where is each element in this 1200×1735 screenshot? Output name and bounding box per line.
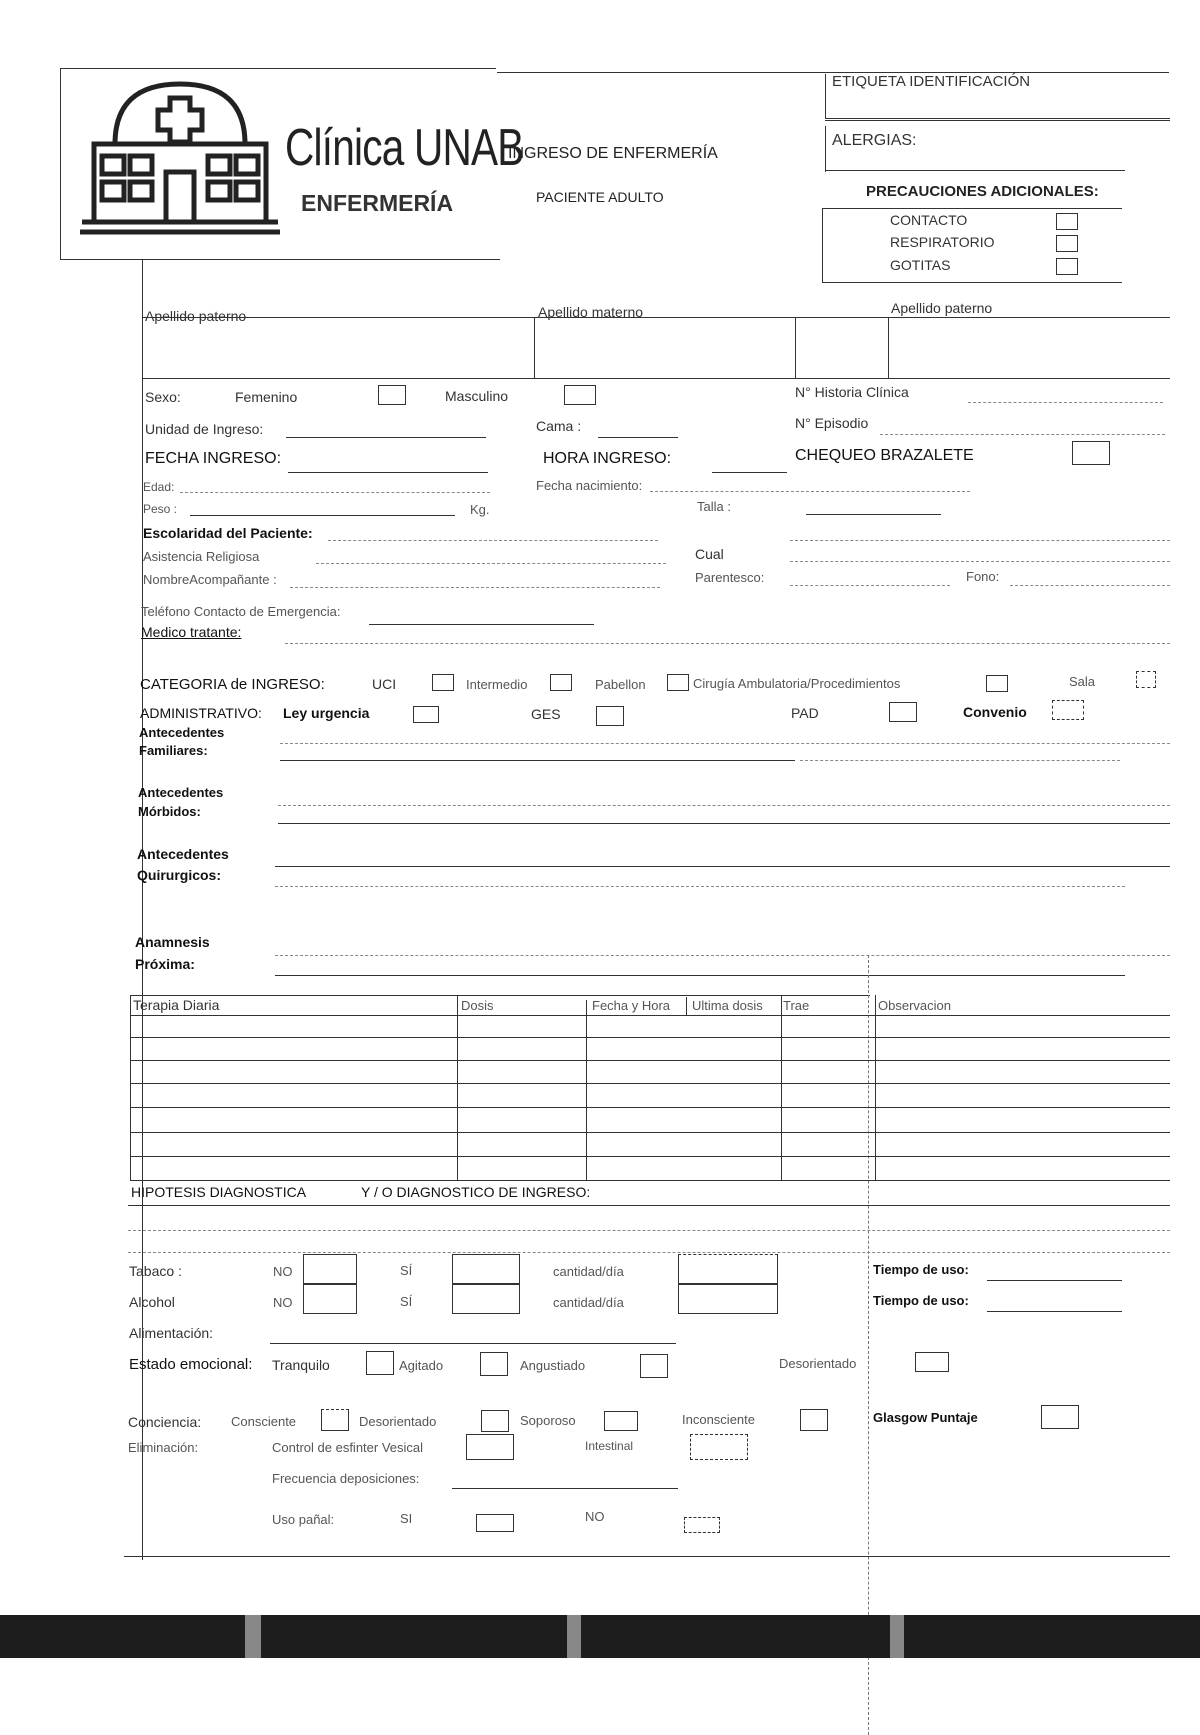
edad-field[interactable]	[180, 492, 490, 493]
clinic-name: Clínica UNAB	[285, 119, 524, 177]
cirugia-checkbox[interactable]	[986, 675, 1008, 692]
form-subtitle: PACIENTE ADULTO	[536, 189, 664, 205]
escolaridad-field[interactable]	[328, 540, 658, 541]
scanner-edge-strip	[0, 1615, 1200, 1658]
cual-field[interactable]	[790, 561, 1170, 562]
tranquilo-checkbox[interactable]	[366, 1351, 394, 1375]
tabaco-si-box[interactable]	[452, 1254, 520, 1284]
form-title: INGRESO DE ENFERMERÍA	[508, 145, 718, 162]
antecedentes-morbidos-label-2: Mórbidos:	[138, 804, 201, 819]
tabaco-tiempo-field[interactable]	[987, 1280, 1122, 1281]
intermedio-checkbox[interactable]	[550, 674, 572, 691]
names-divider-3	[888, 318, 889, 378]
glasgow-label: Glasgow Puntaje	[873, 1410, 978, 1425]
apellido-paterno-label: Apellido paterno	[145, 308, 247, 324]
medico-tratante-field[interactable]	[285, 643, 1170, 644]
desorientado-conciencia-checkbox[interactable]	[481, 1410, 509, 1432]
asistencia-religiosa-field[interactable]	[316, 563, 666, 564]
alcohol-label: Alcohol	[129, 1294, 175, 1310]
antecedentes-familiares-label-1: Antecedentes	[139, 725, 225, 740]
alimentacion-field[interactable]	[270, 1343, 676, 1344]
parentesco-label: Parentesco:	[695, 570, 765, 585]
precaucion-gotitas: GOTITAS	[890, 257, 951, 273]
etiqueta-box-left	[825, 74, 826, 118]
frecuencia-deposiciones-field[interactable]	[452, 1488, 678, 1489]
desorientado-emocional-label: Desorientado	[779, 1356, 857, 1371]
agitado-label: Agitado	[399, 1358, 444, 1373]
alcohol-si-label: SÍ	[400, 1294, 413, 1309]
categoria-label: CATEGORIA de INGRESO:	[140, 676, 325, 693]
antecedentes-familiares-field-2[interactable]	[280, 760, 795, 761]
diagnostico-line-3[interactable]	[128, 1252, 1170, 1253]
etiqueta-label: ETIQUETA IDENTIFICACIÓN	[832, 73, 1031, 90]
antecedentes-quirurgicos-field-2[interactable]	[275, 886, 1125, 887]
agitado-checkbox[interactable]	[480, 1352, 508, 1376]
fecha-nacimiento-label: Fecha nacimiento:	[536, 478, 643, 493]
edad-label: Edad:	[143, 480, 175, 494]
angustiado-checkbox[interactable]	[640, 1354, 668, 1378]
antecedentes-morbidos-field-1[interactable]	[278, 805, 1170, 806]
tabaco-no-box[interactable]	[303, 1254, 357, 1284]
talla-field[interactable]	[806, 514, 941, 515]
alergias-top-line	[825, 120, 1170, 121]
ley-urgencia-checkbox[interactable]	[413, 706, 439, 723]
tabaco-cantidad-label: cantidad/día	[553, 1264, 624, 1279]
precauciones-title: PRECAUCIONES ADICIONALES:	[866, 183, 1099, 200]
brazalete-label: CHEQUEO BRAZALETE	[795, 447, 974, 464]
names-divider-1	[534, 318, 535, 378]
terapia-row-line	[130, 1107, 1170, 1108]
hipotesis-label: HIPOTESIS DIAGNOSTICA	[131, 1184, 307, 1200]
respiratorio-checkbox[interactable]	[1056, 235, 1078, 252]
apellido-paterno-label-2: Apellido paterno	[891, 300, 993, 316]
alcohol-tiempo-field[interactable]	[987, 1311, 1122, 1312]
apellido-paterno-field-2[interactable]	[890, 320, 1170, 376]
pabellon-checkbox[interactable]	[667, 674, 689, 691]
alcohol-cantidad-box[interactable]	[678, 1284, 778, 1314]
medico-tratante-label: Medico tratante:	[141, 624, 242, 640]
femenino-label: Femenino	[235, 389, 298, 405]
cual-label: Cual	[695, 546, 724, 562]
alcohol-si-box[interactable]	[452, 1284, 520, 1314]
tabaco-cantidad-box[interactable]	[678, 1254, 778, 1284]
acompanante-field[interactable]	[290, 587, 660, 588]
masculino-checkbox[interactable]	[564, 385, 596, 405]
apellido-materno-field[interactable]	[536, 320, 794, 376]
glasgow-field[interactable]	[1041, 1405, 1079, 1429]
angustiado-label: Angustiado	[520, 1358, 586, 1373]
desorientado-conciencia-label: Desorientado	[359, 1414, 437, 1429]
hora-ingreso-field[interactable]	[712, 472, 787, 473]
anamnesis-field-1[interactable]	[275, 955, 1170, 956]
asistencia-religiosa-label: Asistencia Religiosa	[143, 549, 260, 564]
names-divider-2	[795, 318, 796, 378]
intermedio-label: Intermedio	[466, 677, 528, 692]
diagnostico-line-1[interactable]	[128, 1205, 1170, 1206]
parentesco-field[interactable]	[790, 585, 950, 586]
terapia-row-line	[130, 1180, 1170, 1181]
diagnostico-line-2[interactable]	[128, 1230, 1170, 1231]
anamnesis-label-1: Anamnesis	[135, 934, 210, 950]
precaucion-respiratorio: RESPIRATORIO	[890, 234, 995, 250]
femenino-checkbox[interactable]	[378, 385, 406, 405]
terapia-header-terapia: Terapia Diaria	[133, 997, 220, 1013]
antecedentes-quirurgicos-label-1: Antecedentes	[137, 846, 229, 862]
hora-ingreso-label: HORA INGRESO:	[543, 450, 672, 467]
tranquilo-label: Tranquilo	[272, 1357, 330, 1373]
alimentacion-label: Alimentación:	[129, 1325, 214, 1341]
header-bottom-line	[60, 259, 500, 260]
telefono-emergencia-label: Teléfono Contacto de Emergencia:	[141, 604, 341, 619]
talla-label: Talla :	[697, 499, 731, 514]
terapia-row-line	[130, 1060, 1170, 1061]
terapia-row-line	[130, 1083, 1170, 1084]
pad-label: PAD	[791, 705, 819, 721]
escolaridad-label: Escolaridad del Paciente:	[143, 525, 313, 541]
antecedentes-quirurgicos-field-1[interactable]	[275, 866, 1170, 867]
terapia-top-line	[130, 995, 870, 996]
episodio-field[interactable]	[880, 434, 1165, 435]
kg-label: Kg.	[470, 502, 490, 517]
intestinal-label: Intestinal	[585, 1439, 634, 1453]
tabaco-label: Tabaco :	[129, 1263, 182, 1279]
telefono-emergencia-field[interactable]	[369, 624, 594, 625]
eliminacion-label: Eliminación:	[128, 1440, 199, 1455]
acompanante-label: NombreAcompañante :	[143, 572, 277, 587]
antecedentes-morbidos-label-1: Antecedentes	[138, 785, 224, 800]
anamnesis-field-2[interactable]	[275, 975, 1125, 976]
antecedentes-familiares-label-2: Familiares:	[139, 743, 208, 758]
terapia-row-line	[130, 1132, 1170, 1133]
names-top-line	[143, 317, 1170, 318]
alergias-bottom-line	[825, 170, 1125, 171]
alcohol-tiempo-label: Tiempo de uso:	[873, 1293, 969, 1308]
peso-label: Peso :	[143, 502, 178, 516]
unidad-ingreso-field[interactable]	[286, 437, 486, 438]
frecuencia-deposiciones-label: Frecuencia deposiciones:	[272, 1471, 420, 1486]
ges-checkbox[interactable]	[596, 706, 624, 726]
cama-field[interactable]	[598, 437, 678, 438]
sala-label: Sala	[1069, 674, 1096, 689]
tabaco-si-label: SÍ	[400, 1263, 413, 1278]
diagnostico-ingreso-label: Y / O DIAGNOSTICO DE INGRESO:	[361, 1184, 591, 1200]
contacto-checkbox[interactable]	[1056, 213, 1078, 230]
pad-checkbox[interactable]	[889, 702, 917, 722]
sexo-label: Sexo:	[145, 389, 181, 405]
antecedentes-familiares-field-3[interactable]	[800, 760, 1120, 761]
tabaco-no-label: NO	[273, 1264, 293, 1279]
consciente-checkbox[interactable]	[321, 1409, 349, 1431]
terapia-header-ultima: Ultima dosis	[692, 998, 763, 1013]
control-esfinter-label: Control de esfinter Vesical	[272, 1440, 424, 1455]
convenio-checkbox[interactable]	[1052, 700, 1084, 720]
administrativo-label: ADMINISTRATIVO:	[140, 705, 262, 721]
precaucion-contacto: CONTACTO	[890, 212, 968, 228]
names-bottom-line	[143, 378, 1170, 379]
terapia-header-fecha: Fecha y Hora	[592, 998, 671, 1013]
vesical-checkbox[interactable]	[466, 1434, 514, 1460]
terapia-header-dosis: Dosis	[461, 998, 494, 1013]
cama-label: Cama :	[536, 418, 582, 434]
inconsciente-label: Inconsciente	[682, 1412, 755, 1427]
uso-panal-si-checkbox[interactable]	[476, 1514, 514, 1532]
uci-label: UCI	[372, 676, 397, 692]
antecedentes-morbidos-field-2[interactable]	[278, 823, 1170, 824]
uso-panal-si-label: SI	[400, 1511, 413, 1526]
terapia-col-1	[457, 995, 458, 1180]
terapia-row-line	[130, 1015, 1170, 1016]
inconsciente-checkbox[interactable]	[800, 1409, 828, 1431]
clinic-department: ENFERMERÍA	[301, 190, 454, 216]
terapia-row-line	[130, 1156, 1170, 1157]
fecha-ingreso-label: FECHA INGRESO:	[145, 450, 282, 467]
alergias-label: ALERGIAS:	[832, 132, 917, 149]
uso-panal-label: Uso pañal:	[272, 1512, 335, 1527]
apellido-materno-label: Apellido materno	[538, 304, 644, 320]
intestinal-checkbox[interactable]	[690, 1434, 748, 1460]
uso-panal-no-label: NO	[585, 1509, 605, 1524]
uso-panal-no-checkbox[interactable]	[684, 1517, 720, 1533]
sala-checkbox[interactable]	[1136, 671, 1156, 688]
header-top-line	[60, 68, 496, 69]
desorientado-emocional-checkbox[interactable]	[915, 1352, 949, 1372]
gotitas-checkbox[interactable]	[1056, 258, 1078, 275]
tabaco-tiempo-label: Tiempo de uso:	[873, 1262, 969, 1277]
terapia-col-3	[781, 995, 782, 1180]
terapia-col-0	[130, 995, 131, 1180]
alcohol-no-box[interactable]	[303, 1284, 357, 1314]
historia-clinica-label: N° Historia Clínica	[795, 384, 909, 400]
fecha-nacimiento-field[interactable]	[650, 491, 970, 492]
ley-urgencia-label: Ley urgencia	[283, 705, 370, 721]
etiqueta-bottom-line	[825, 118, 1170, 119]
escolaridad-field-2[interactable]	[790, 540, 1170, 541]
brazalete-checkbox[interactable]	[1072, 441, 1110, 465]
header-left-border	[60, 68, 61, 260]
anamnesis-label-2: Próxima:	[135, 956, 195, 972]
terapia-col-4	[875, 995, 876, 1180]
estado-emocional-label: Estado emocional:	[129, 1356, 253, 1373]
ges-label: GES	[531, 706, 561, 722]
fono-label: Fono:	[966, 569, 1000, 584]
form-bottom-line	[124, 1556, 1170, 1557]
fecha-ingreso-field[interactable]	[288, 472, 488, 473]
conciencia-label: Conciencia:	[128, 1414, 202, 1430]
alergias-box-left	[825, 126, 826, 172]
terapia-header-observacion: Observacion	[878, 998, 951, 1013]
alcohol-no-label: NO	[273, 1295, 293, 1310]
alcohol-cantidad-label: cantidad/día	[553, 1295, 624, 1310]
terapia-col-2b	[686, 997, 687, 1015]
masculino-label: Masculino	[445, 388, 509, 404]
terapia-header-trae: Trae	[783, 998, 810, 1013]
soporoso-checkbox[interactable]	[604, 1411, 638, 1431]
historia-clinica-field[interactable]	[968, 402, 1163, 403]
apellido-paterno-field[interactable]	[144, 320, 534, 376]
peso-field[interactable]	[190, 515, 455, 516]
episodio-label: N° Episodio	[795, 415, 869, 431]
terapia-col-2	[586, 1000, 587, 1180]
unidad-ingreso-label: Unidad de Ingreso:	[145, 421, 264, 437]
pabellon-label: Pabellon	[595, 677, 646, 692]
soporoso-label: Soporoso	[520, 1413, 576, 1428]
antecedentes-familiares-field-1[interactable]	[280, 743, 1170, 744]
uci-checkbox[interactable]	[432, 674, 454, 691]
fono-field[interactable]	[1010, 585, 1170, 586]
hospital-building-icon	[80, 76, 280, 241]
consciente-label: Consciente	[231, 1414, 297, 1429]
antecedentes-quirurgicos-label-2: Quirurgicos:	[137, 867, 222, 883]
terapia-row-line	[130, 1037, 1170, 1038]
cirugia-label: Cirugía Ambulatoria/Procedimientos	[693, 676, 901, 691]
convenio-label: Convenio	[963, 704, 1027, 720]
